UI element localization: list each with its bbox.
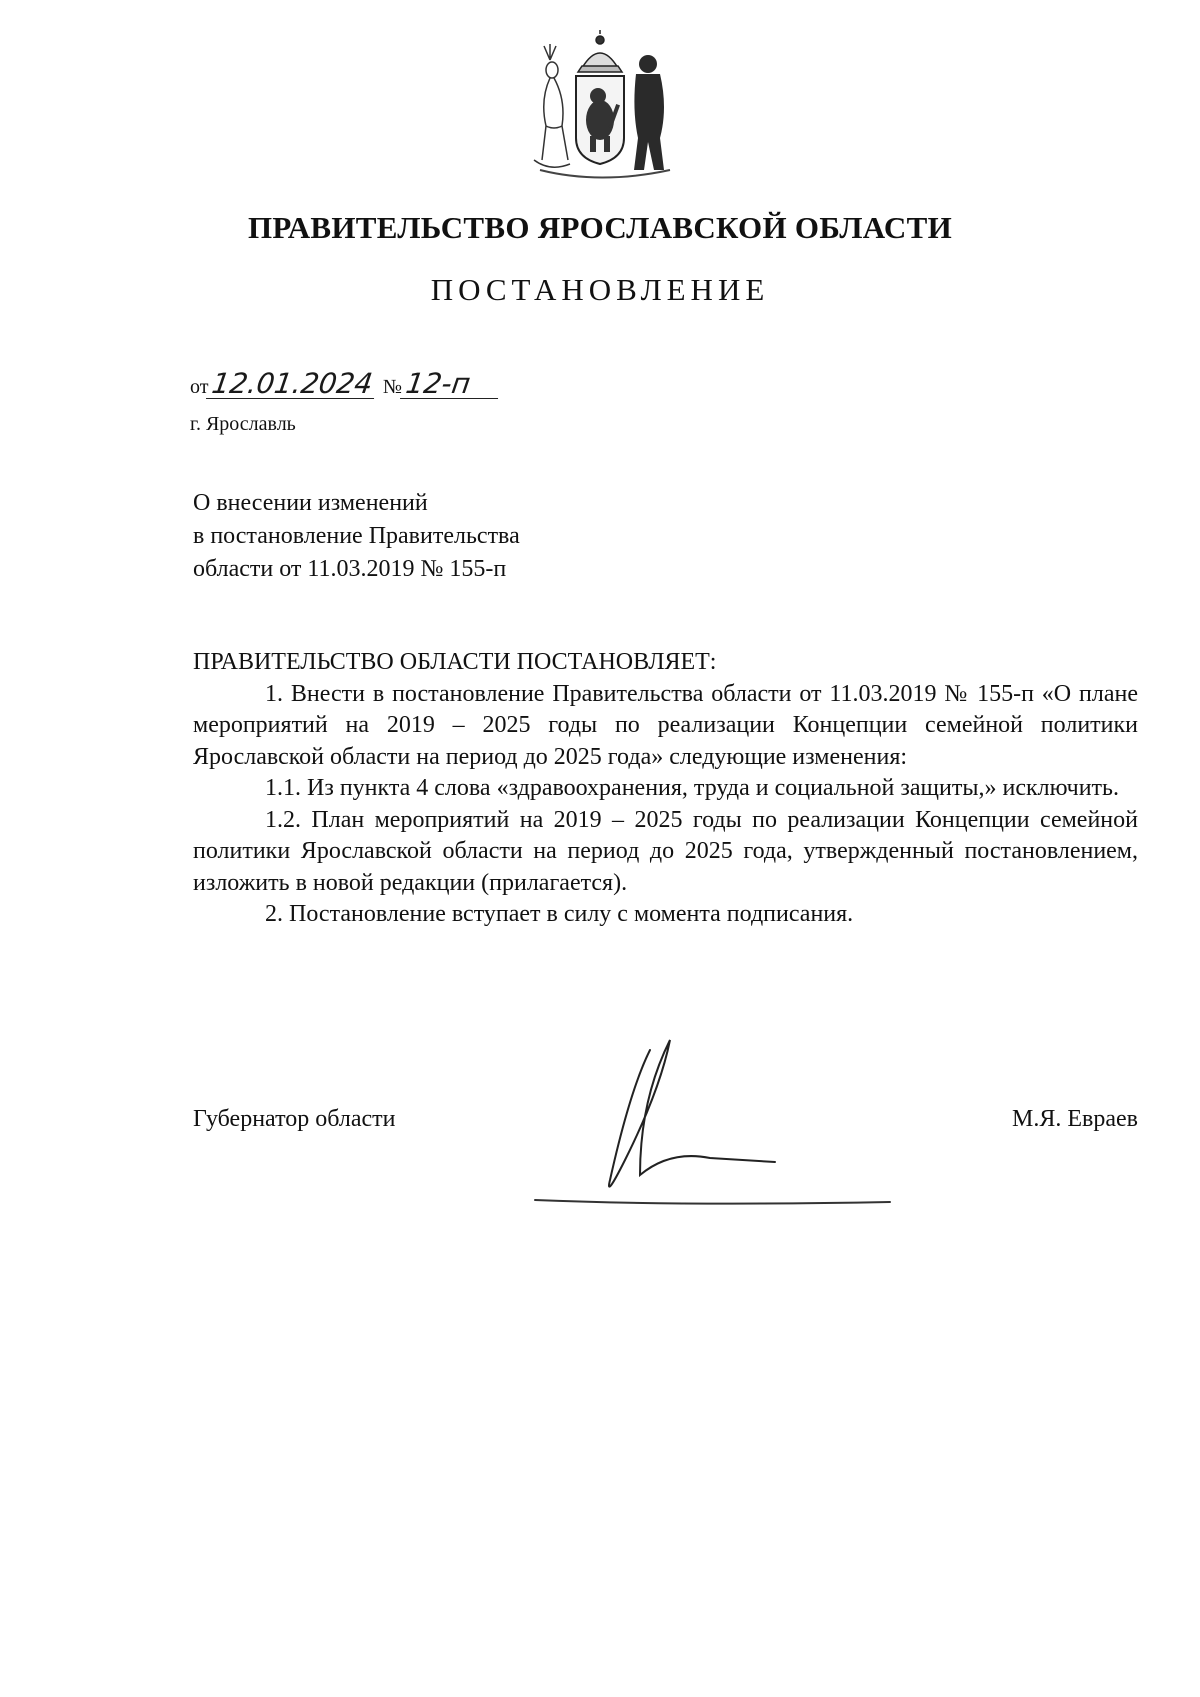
signatory-title: Губернатор области: [193, 1106, 396, 1132]
yaroslavl-coat-of-arms-icon: [520, 30, 680, 185]
subject-line: в постановление Правительства: [193, 523, 520, 549]
signatory-name: М.Я. Евраев: [1012, 1106, 1138, 1132]
subject-line: области от 11.03.2019 № 155-п: [193, 556, 507, 582]
body-paragraph: 1.1. Из пункта 4 слова «здравоохранения, труда и социальной защиты,» исключить.: [265, 775, 1119, 801]
registration-line: [190, 367, 500, 400]
document-type: ПОСТАНОВЛЕНИЕ: [430, 272, 770, 307]
body-paragraph: 1.2. План мероприятий на 2019 – 2025 годы по реализации Концепции семейной политики Ярославской области на период до 2025 года, утвержденный постановлением, изложить в новой редакции (прилагается).: [193, 806, 1138, 896]
body-paragraph: 2. Постановление вступает в силу с момента подписания.: [265, 901, 854, 927]
handwritten-signature-icon: [530, 1030, 940, 1210]
number-prefix: №: [382, 376, 402, 398]
body-paragraph: 1. Внести в постановление Правительства области от 11.03.2019 № 155-п «О плане мероприятий на 2019 – 2025 годы по реализации Концепции семейной политики Ярославской области на период до 2025 года» следующие изменения:: [193, 680, 1138, 770]
resolve-heading: ПРАВИТЕЛЬСТВО ОБЛАСТИ ПОСТАНОВЛЯЕТ:: [193, 649, 717, 675]
city: г. Ярославль: [190, 413, 296, 435]
document-date: 12.01.2024: [206, 370, 378, 399]
organization-title: ПРАВИТЕЛЬСТВО ЯРОСЛАВСКОЙ ОБЛАСТИ: [248, 210, 952, 245]
document-body: [193, 647, 1138, 931]
subject-line: О внесении изменений: [193, 490, 428, 516]
document-number: 12-п: [400, 370, 502, 399]
document-subject: [193, 487, 520, 586]
date-prefix: от: [190, 376, 209, 398]
